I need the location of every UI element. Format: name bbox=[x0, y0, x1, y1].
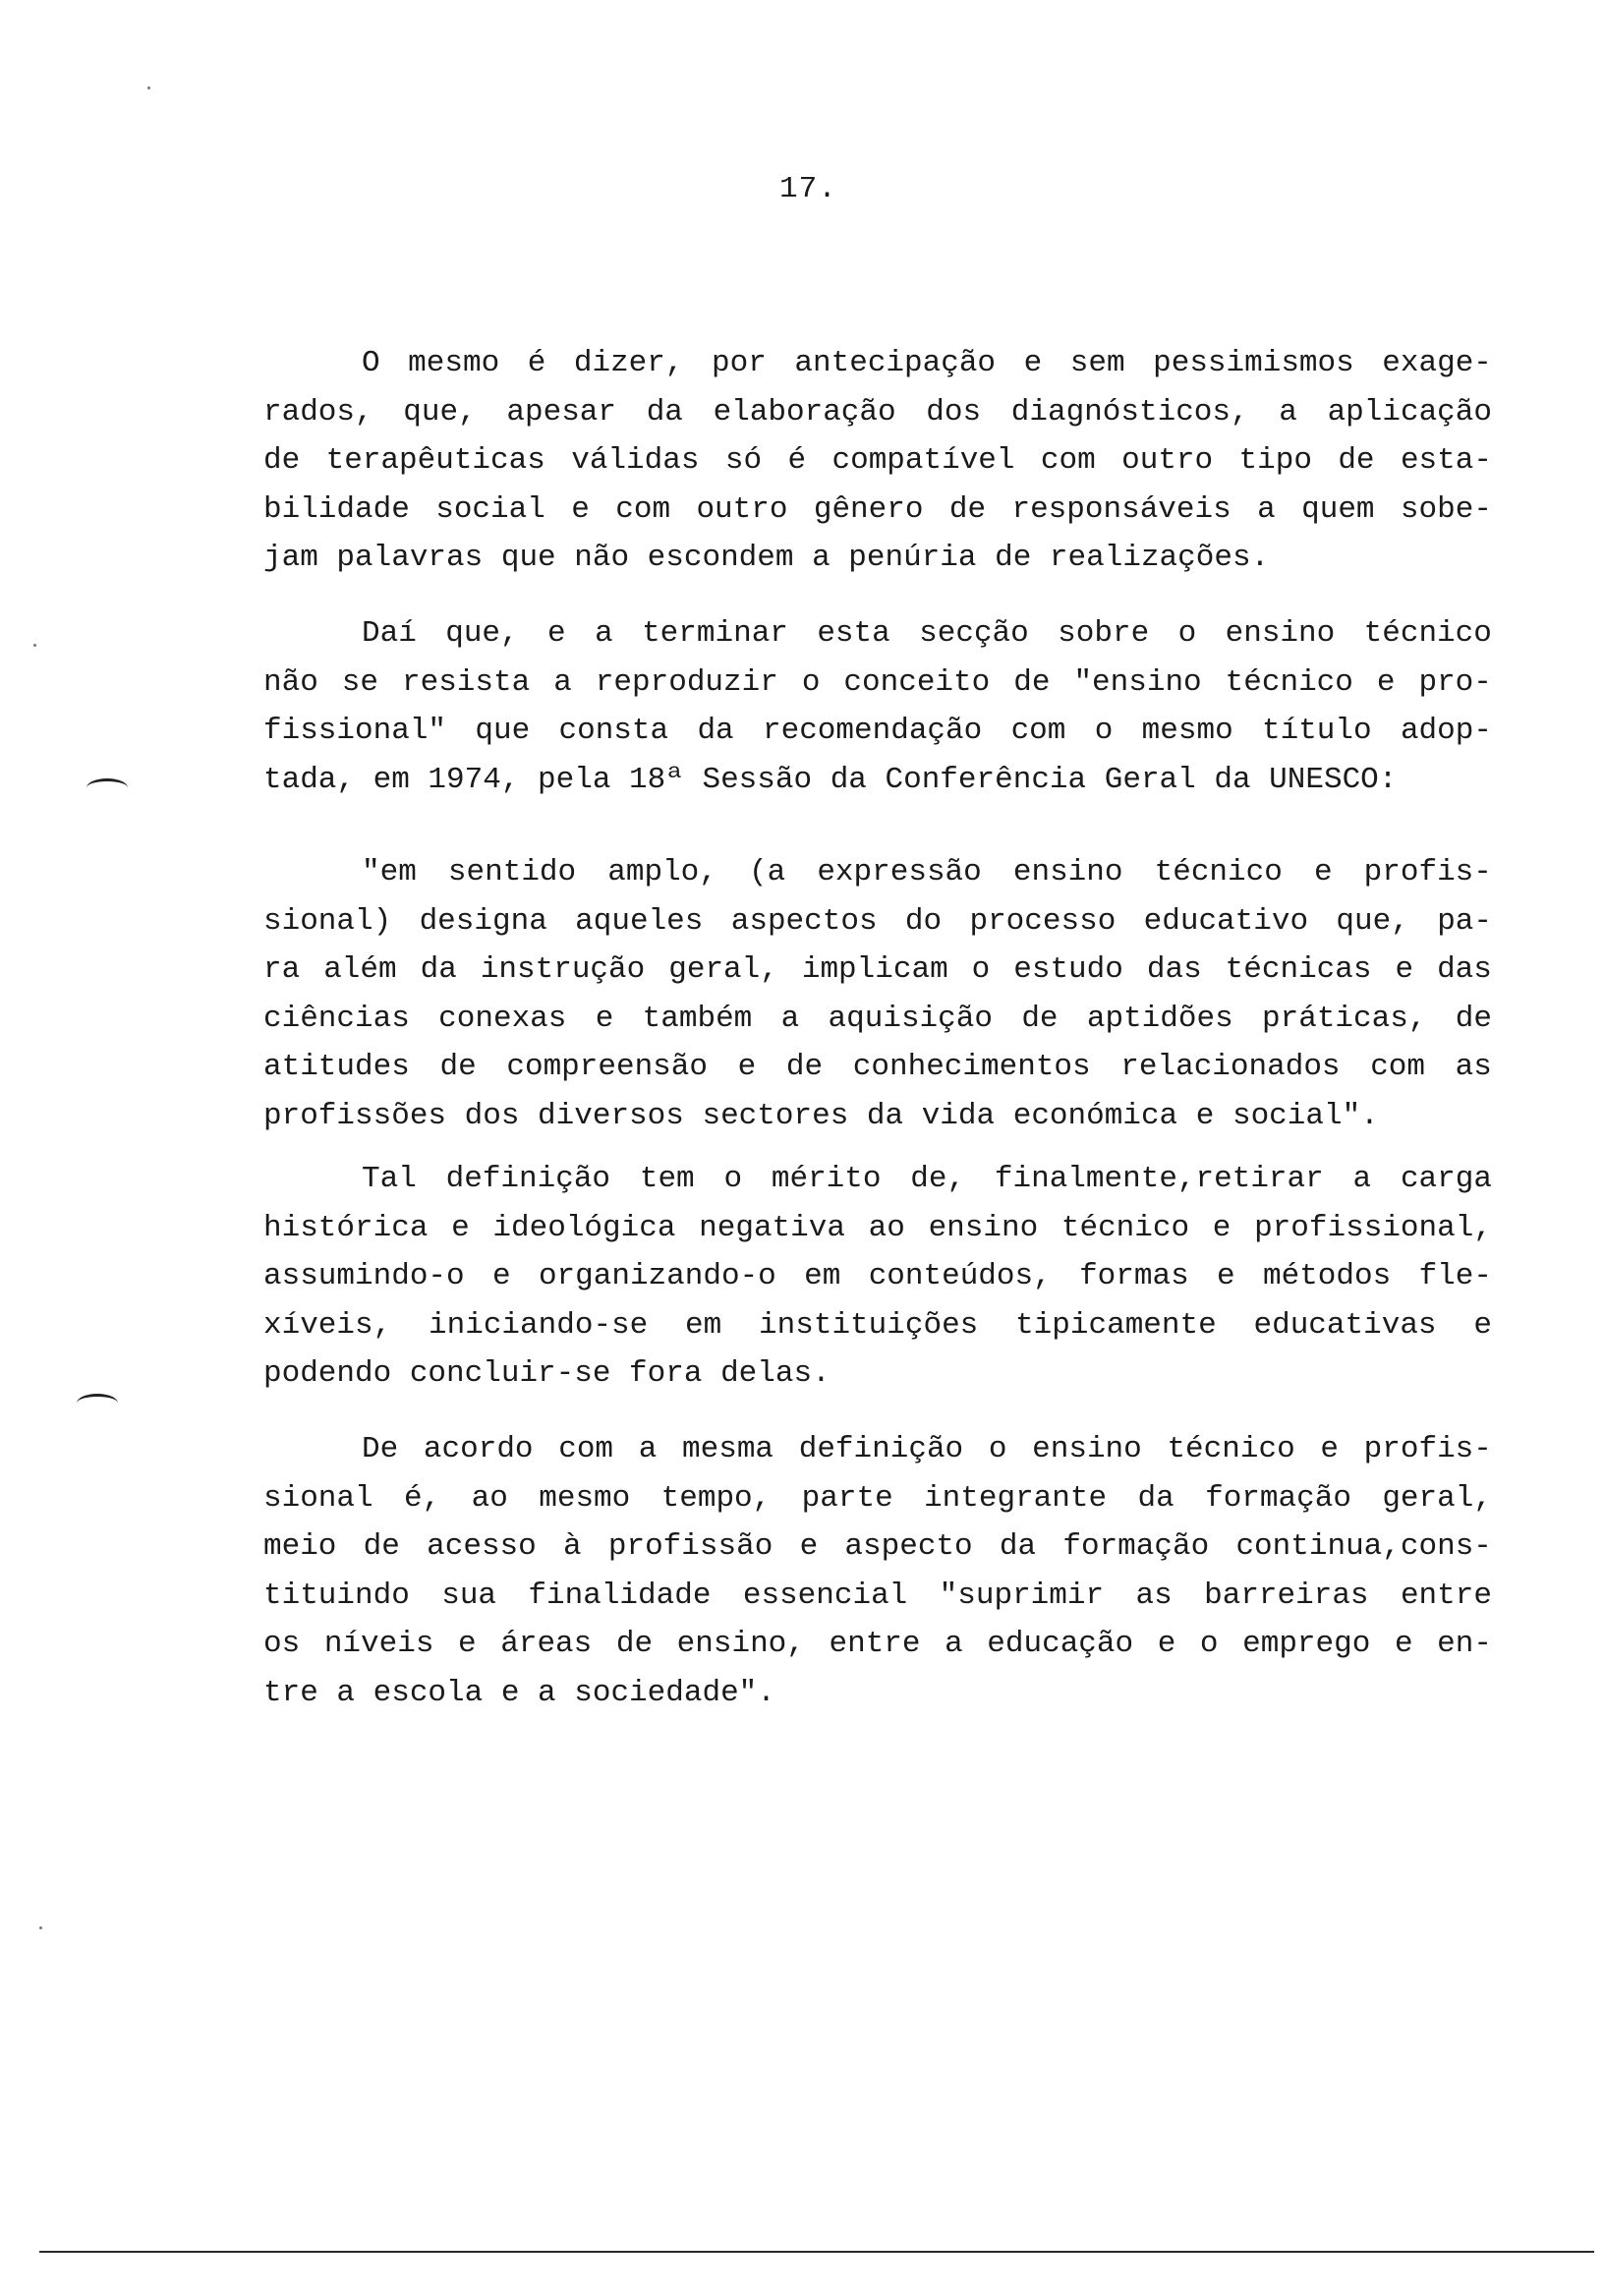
text-line: rados, que, apesar da elaboração dos diagnósticos, a aplicação bbox=[263, 394, 1492, 430]
text-line: tituindo sua finalidade essencial "suprimir as barreiras entre bbox=[263, 1578, 1492, 1613]
page-speck bbox=[39, 1926, 42, 1929]
text-line: os níveis e áreas de ensino, entre a educação e o emprego e en- bbox=[263, 1627, 1492, 1661]
text-line: sional é, ao mesmo tempo, parte integrante da formação geral, bbox=[263, 1480, 1492, 1516]
text-line: tre a escola e a sociedade". bbox=[263, 1675, 775, 1710]
text-line: profissões dos diversos sectores da vida económica e social". bbox=[263, 1098, 1379, 1133]
text-line: meio de acesso à profissão e aspecto da formação continua,cons- bbox=[263, 1529, 1492, 1564]
page-speck bbox=[147, 86, 150, 89]
text-line: xíveis, iniciando-se em instituições tipicamente educativas e bbox=[263, 1307, 1492, 1343]
margin-mark bbox=[86, 778, 128, 797]
text-line: tada, em 1974, pela 18ª Sessão da Conferência Geral da UNESCO: bbox=[263, 762, 1398, 797]
text-line: jam palavras que não escondem a penúria de realizações. bbox=[263, 541, 1270, 575]
text-line: fissional" que consta da recomendação com o mesmo título adop- bbox=[263, 714, 1492, 748]
text-line: sional) designa aqueles aspectos do processo educativo que, pa- bbox=[263, 903, 1492, 939]
text-line: podendo concluir-se fora delas. bbox=[263, 1356, 831, 1391]
page-speck bbox=[33, 644, 36, 647]
text-line: histórica e ideológica negativa ao ensino técnico e profissional, bbox=[263, 1210, 1492, 1245]
bottom-rule bbox=[39, 2251, 1594, 2253]
page-number: 17. bbox=[779, 172, 837, 206]
text-line: de terapêuticas válidas só é compatível com outro tipo de esta- bbox=[263, 443, 1492, 478]
text-line: "em sentido amplo, (a expressão ensino técnico e profis- bbox=[362, 855, 1492, 890]
margin-mark bbox=[77, 1394, 118, 1412]
text-line: não se resista a reproduzir o conceito de "ensino técnico e pro- bbox=[263, 664, 1492, 700]
text-line: Tal definição tem o mérito de, finalmente,retirar a carga bbox=[362, 1162, 1492, 1196]
text-line: ciências conexas e também a aquisição de aptidões práticas, de bbox=[263, 1001, 1492, 1036]
text-line: Daí que, e a terminar esta secção sobre o ensino técnico bbox=[362, 616, 1492, 651]
text-line: atitudes de compreensão e de conhecimentos relacionados com as bbox=[263, 1050, 1492, 1084]
text-line: O mesmo é dizer, por antecipação e sem pessimismos exage- bbox=[362, 346, 1492, 380]
text-line: assumindo-o e organizando-o em conteúdos, formas e métodos fle- bbox=[263, 1259, 1492, 1293]
text-line: De acordo com a mesma definição o ensino técnico e profis- bbox=[362, 1432, 1492, 1466]
text-line: ra além da instrução geral, implicam o estudo das técnicas e das bbox=[263, 952, 1492, 987]
text-line: bilidade social e com outro gênero de responsáveis a quem sobe- bbox=[263, 491, 1492, 527]
